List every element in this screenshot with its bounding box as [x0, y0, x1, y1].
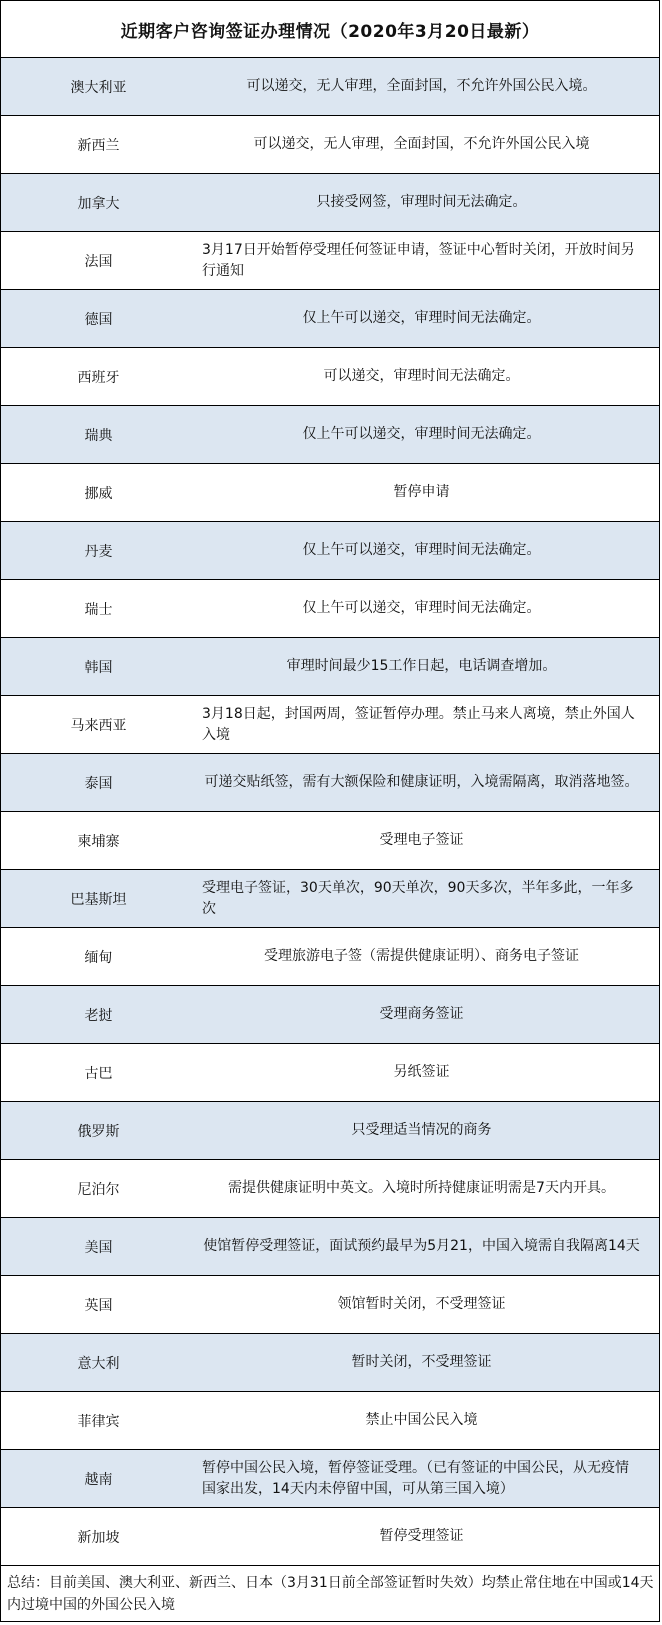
country-cell: 韩国: [84, 659, 113, 676]
table-row: [1, 812, 659, 870]
table-row: [1, 58, 659, 116]
table-row: [1, 986, 659, 1044]
status-text: 可以递交，审理时间无法确定。: [323, 368, 520, 384]
status-cell: [196, 1276, 659, 1333]
country-cell: 巴基斯坦: [70, 891, 127, 908]
table-row: [1, 638, 659, 696]
status-text: 另纸签证: [393, 1064, 450, 1080]
country-cell: 老挝: [84, 1007, 113, 1024]
country-cell: 俄罗斯: [77, 1123, 120, 1140]
table-row: [1, 1276, 659, 1334]
status-cell: [196, 174, 659, 231]
table-row: [1, 1218, 659, 1276]
table-row: [1, 406, 659, 464]
status-cell: [196, 1508, 659, 1565]
status-text: 只接受网签，审理时间无法确定。: [316, 194, 527, 210]
table-row: [1, 1334, 659, 1392]
table-row: [1, 580, 659, 638]
status-text: 受理电子签证，30天单次，90天单次，90天多次，半年多此，一年多次: [202, 879, 634, 917]
status-cell: [196, 406, 659, 463]
table-row: [1, 232, 659, 290]
status-text: 3月17日开始暂停受理任何签证申请，签证中心暂时关闭，开放时间另行通知: [202, 241, 635, 279]
table-row: [1, 522, 659, 580]
country-cell: 泰国: [84, 775, 113, 792]
country-cell: 新加坡: [77, 1529, 120, 1546]
status-cell: [196, 986, 659, 1043]
status-text: 暂停申请: [393, 484, 450, 500]
status-text: 需提供健康证明中英文。入境时所持健康证明需是7天内开具。: [228, 1180, 615, 1196]
table-row: [1, 1102, 659, 1160]
table-row: [1, 754, 659, 812]
country-cell: 意大利: [77, 1355, 120, 1372]
status-cell: [196, 696, 659, 753]
status-cell: [196, 580, 659, 637]
country-cell: 法国: [84, 253, 113, 270]
status-text: 仅上午可以递交，审理时间无法确定。: [302, 542, 541, 558]
status-text: 仅上午可以递交，审理时间无法确定。: [302, 310, 541, 326]
status-cell: [196, 870, 659, 927]
status-cell: [196, 1102, 659, 1159]
status-cell: [196, 1044, 659, 1101]
status-text: 仅上午可以递交，审理时间无法确定。: [302, 600, 541, 616]
country-cell: 越南: [84, 1471, 113, 1488]
status-cell: [196, 1160, 659, 1217]
table-row: [1, 116, 659, 174]
status-cell: [196, 348, 659, 405]
status-text: 仅上午可以递交，审理时间无法确定。: [302, 426, 541, 442]
country-cell: 尼泊尔: [77, 1181, 120, 1198]
country-cell: 瑞士: [84, 601, 113, 618]
status-text: 受理电子签证: [379, 832, 464, 848]
table-row: [1, 1450, 659, 1508]
table-row: [1, 1044, 659, 1102]
table-row: [1, 928, 659, 986]
country-cell: 英国: [84, 1297, 113, 1314]
table-row: [1, 1160, 659, 1218]
status-text: 受理商务签证: [379, 1006, 464, 1022]
status-text: 可以递交，无人审理，全面封国，不允许外国公民入境。: [246, 78, 597, 94]
status-cell: [196, 754, 659, 811]
country-cell: 瑞典: [84, 427, 113, 444]
country-cell: 澳大利亚: [70, 79, 127, 96]
status-cell: [196, 928, 659, 985]
table-row: [1, 174, 659, 232]
table-title: 近期客户咨询签证办理情况（2020年3月20日最新）: [1, 1, 659, 58]
table-row: [1, 464, 659, 522]
status-text: 3月18日起，封国两周，签证暂停办理。禁止马来人离境，禁止外国人入境: [202, 705, 635, 743]
table-row: [1, 870, 659, 928]
table-row: [1, 290, 659, 348]
country-cell: 挪威: [84, 485, 113, 502]
status-text: 使馆暂停受理签证，面试预约最早为5月21，中国入境需自我隔离14天: [203, 1238, 640, 1254]
country-cell: 德国: [84, 311, 113, 328]
status-text: 只受理适当情况的商务: [351, 1122, 492, 1138]
table-row: [1, 348, 659, 406]
status-cell: [196, 116, 659, 173]
country-cell: 马来西亚: [70, 717, 127, 734]
status-text: 暂停受理签证: [379, 1528, 464, 1544]
status-text: 领馆暂时关闭，不受理签证: [337, 1296, 506, 1312]
status-text: 可递交贴纸签，需有大额保险和健康证明，入境需隔离，取消落地签。: [204, 774, 639, 790]
table-row: [1, 1508, 659, 1566]
status-cell: [196, 1450, 659, 1507]
status-cell: [196, 1392, 659, 1449]
country-cell: 丹麦: [84, 543, 113, 560]
table-body: [1, 58, 659, 1566]
summary-note: 总结：目前美国、澳大利亚、新西兰、日本（3月31日前全部签证暂时失效）均禁止常住地在中国或14天内过境中国的外国公民入境: [1, 1566, 659, 1622]
country-cell: 古巴: [84, 1065, 113, 1082]
status-cell: [196, 522, 659, 579]
status-cell: [196, 812, 659, 869]
status-text: 受理旅游电子签（需提供健康证明）、商务电子签证: [264, 948, 579, 964]
status-cell: [196, 638, 659, 695]
status-text: 暂时关闭，不受理签证: [351, 1354, 492, 1370]
status-cell: [196, 1334, 659, 1391]
country-cell: 菲律宾: [77, 1413, 120, 1430]
table-row: [1, 1392, 659, 1450]
status-text: 禁止中国公民入境: [365, 1412, 478, 1428]
country-cell: 美国: [84, 1239, 113, 1256]
status-cell: [196, 464, 659, 521]
status-cell: [196, 232, 659, 289]
country-cell: 西班牙: [77, 369, 120, 386]
status-cell: [196, 290, 659, 347]
status-cell: [196, 1218, 659, 1275]
status-text: 暂停中国公民入境，暂停签证受理。（已有签证的中国公民，从无疫情国家出发，14天内未停留中国，可从第三国入境）: [202, 1459, 629, 1497]
country-cell: 新西兰: [77, 137, 120, 154]
status-text: 可以递交，无人审理，全面封国，不允许外国公民入境: [253, 136, 590, 152]
country-cell: 缅甸: [84, 949, 113, 966]
status-text: 审理时间最少15工作日起，电话调查增加。: [286, 658, 557, 674]
country-cell: 柬埔寨: [77, 833, 120, 850]
status-cell: [196, 58, 659, 115]
table-row: [1, 696, 659, 754]
country-cell: 加拿大: [77, 195, 120, 212]
